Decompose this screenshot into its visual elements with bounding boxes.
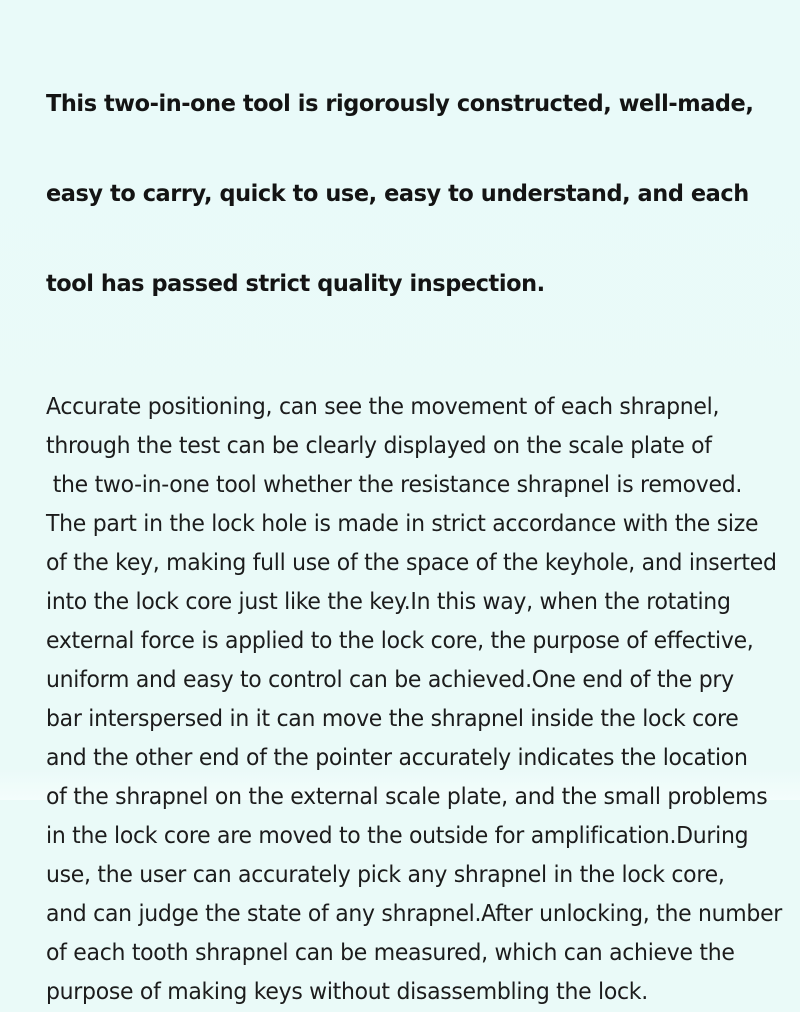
body-line: into the lock core just like the key.In this way, when the rotating bbox=[46, 589, 731, 615]
body-line: purpose of making keys without disassembling the lock. bbox=[46, 979, 648, 1005]
heading-line: This two-in-one tool is rigorously constructed, well-made, bbox=[46, 89, 754, 117]
body-line: through the test can be clearly displayed on the scale plate of bbox=[46, 433, 712, 459]
body-line: of the key, making full use of the space of the keyhole, and inserted bbox=[46, 550, 777, 576]
body-line: external force is applied to the lock core, the purpose of effective, bbox=[46, 628, 754, 654]
body-paragraph bbox=[46, 358, 783, 1012]
page-title bbox=[46, 28, 754, 358]
heading-line: tool has passed strict quality inspection. bbox=[46, 269, 545, 297]
body-line: Accurate positioning, can see the movement of each shrapnel, bbox=[46, 394, 720, 420]
heading-line: easy to carry, quick to use, easy to understand, and each bbox=[46, 179, 749, 207]
body-line: bar interspersed in it can move the shrapnel inside the lock core bbox=[46, 706, 739, 732]
text-content-container bbox=[46, 28, 783, 1012]
body-line: use, the user can accurately pick any shrapnel in the lock core, bbox=[46, 862, 725, 888]
body-line: in the lock core are moved to the outside for amplification.During bbox=[46, 823, 749, 849]
body-line: and can judge the state of any shrapnel.After unlocking, the number bbox=[46, 901, 783, 927]
body-line: The part in the lock hole is made in strict accordance with the size bbox=[46, 511, 759, 537]
body-line: of each tooth shrapnel can be measured, which can achieve the bbox=[46, 940, 735, 966]
body-line: and the other end of the pointer accurately indicates the location bbox=[46, 745, 748, 771]
body-line: of the shrapnel on the external scale plate, and the small problems bbox=[46, 784, 768, 810]
body-line: the two-in-one tool whether the resistance shrapnel is removed. bbox=[46, 472, 743, 498]
body-line: uniform and easy to control can be achieved.One end of the pry bbox=[46, 667, 734, 693]
